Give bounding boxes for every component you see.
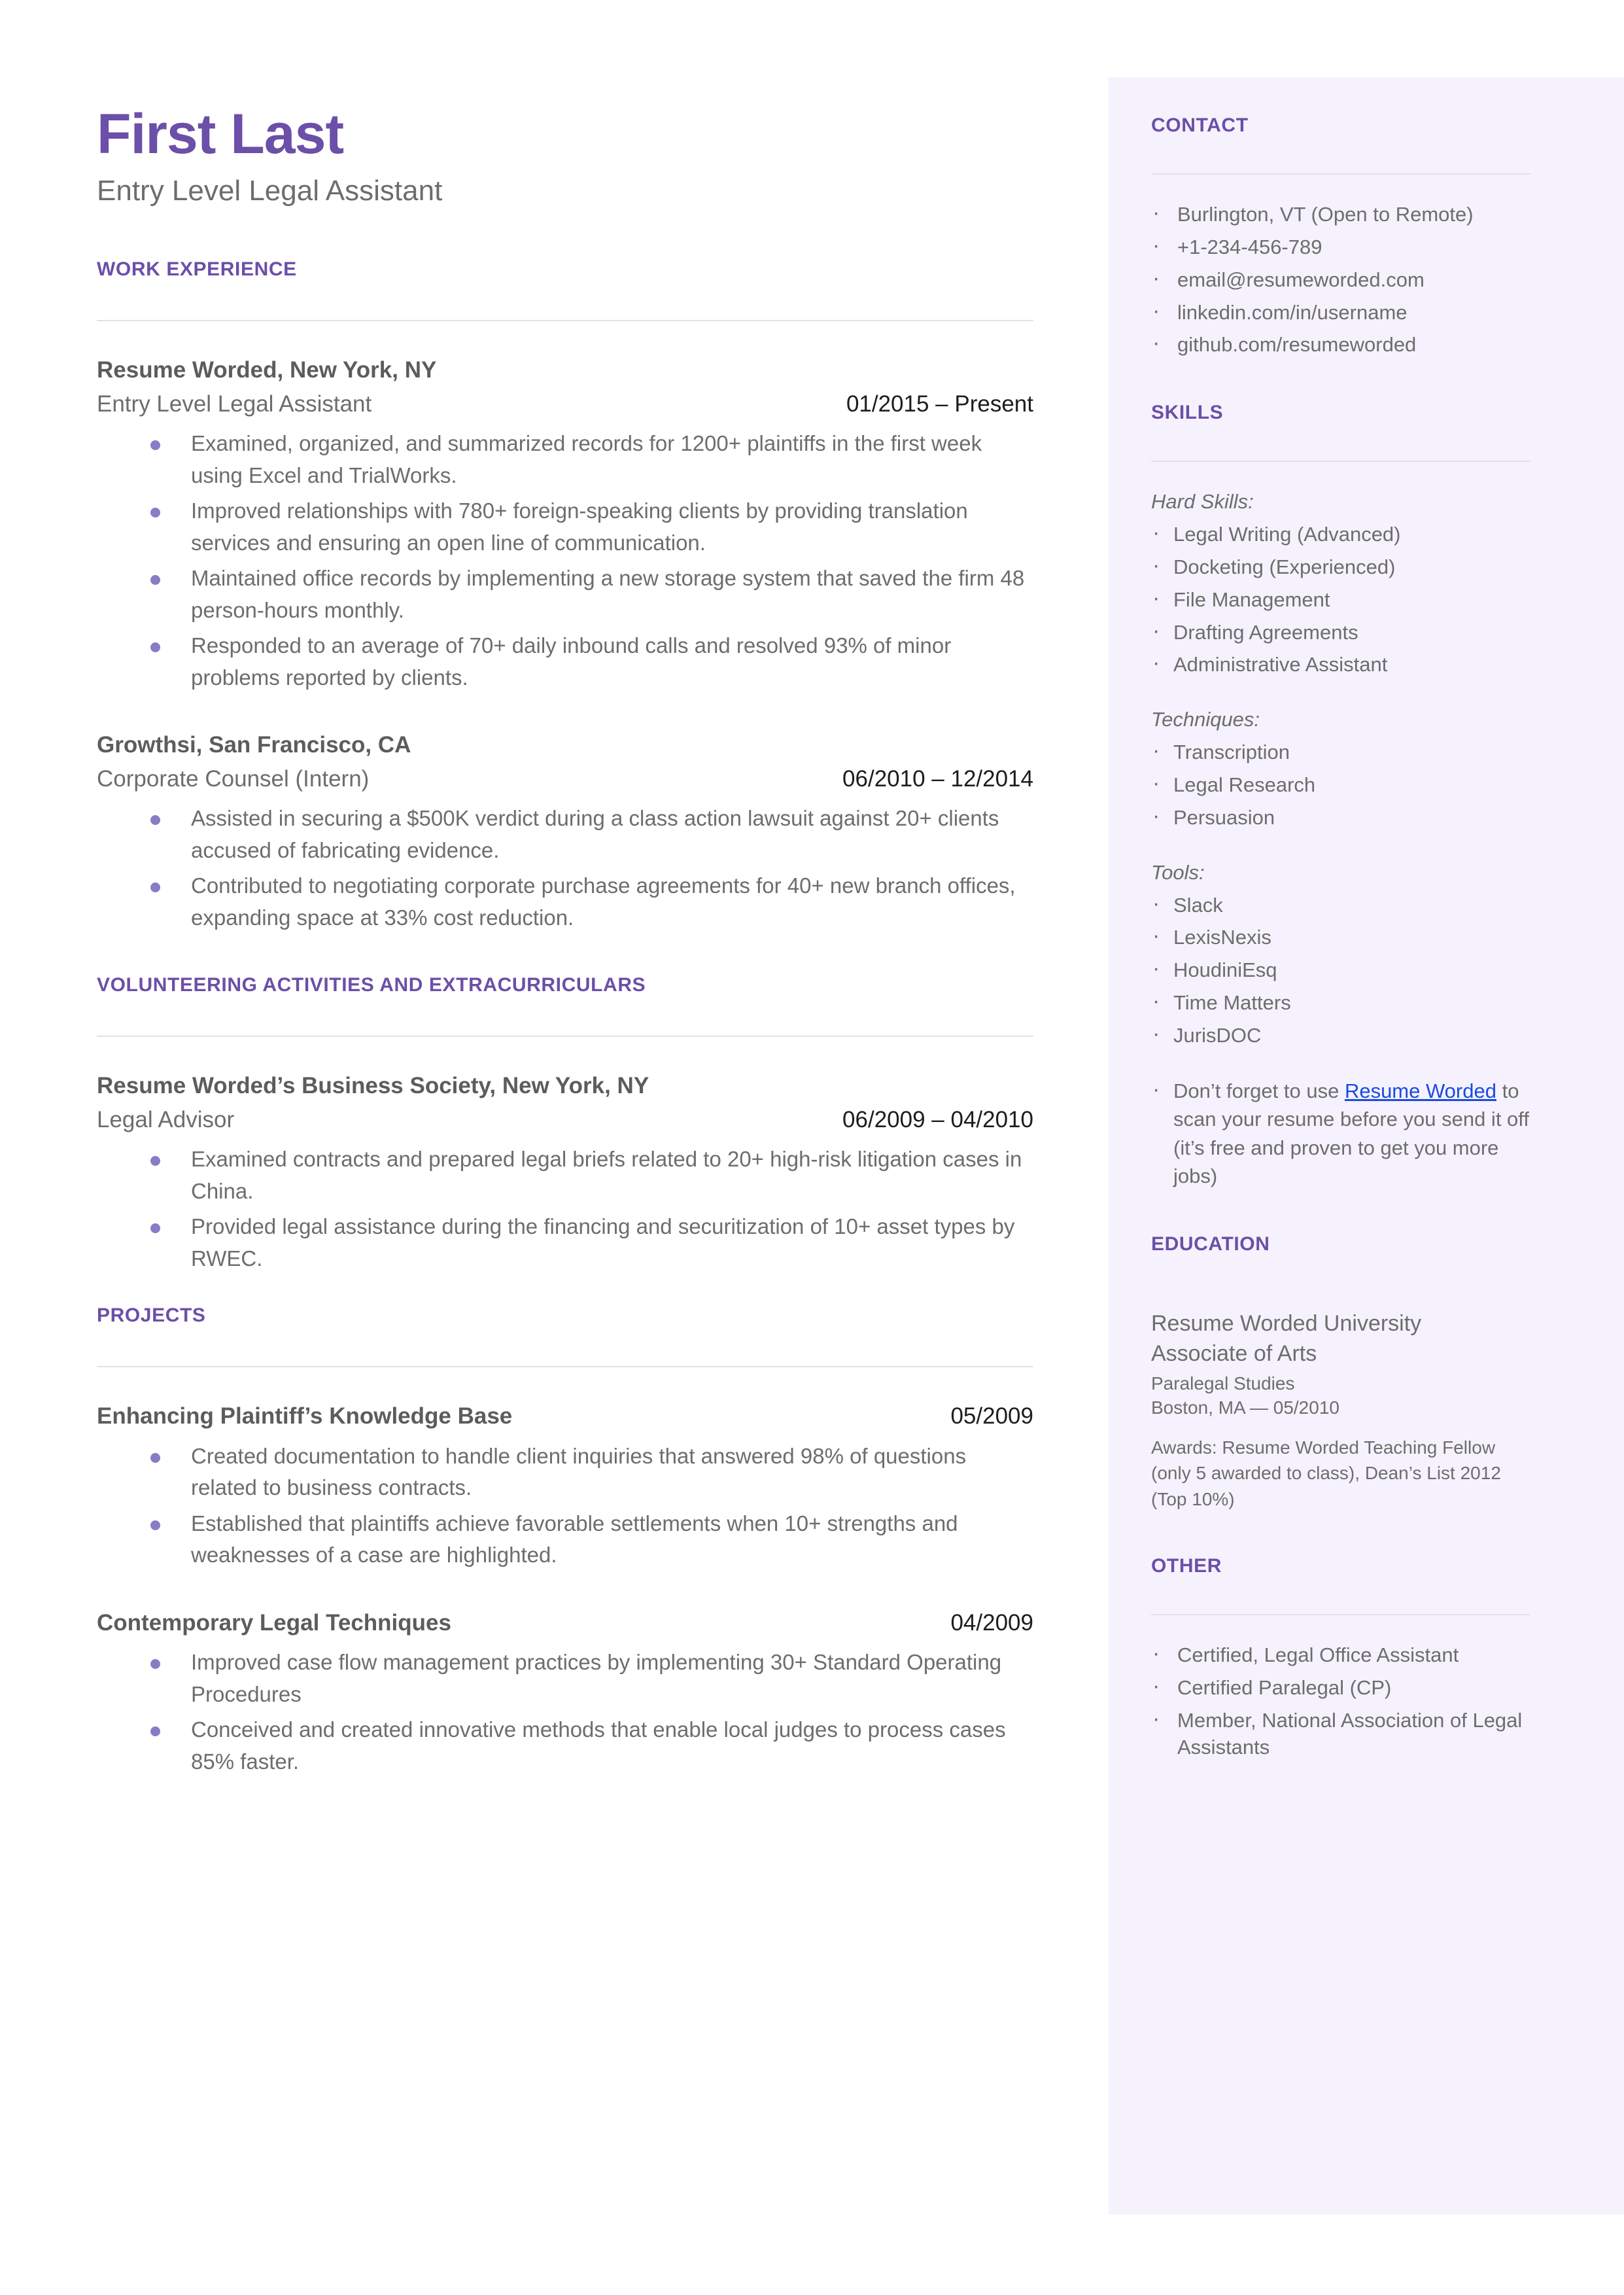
contact-linkedin[interactable]: · linkedin.com/in/username (1151, 299, 1530, 326)
sidebar-title-contact: CONTACT (1151, 114, 1249, 136)
sidebar-divider (1151, 1614, 1530, 1615)
section-divider (97, 1036, 1033, 1037)
list-item: · Legal Writing (Advanced) (1151, 521, 1530, 548)
headline-subtitle: Entry Level Legal Assistant (97, 175, 443, 207)
list-item: Improved relationships with 780+ foreign-speaking clients by providing translation services and ensuring an open line of communication. (150, 495, 1033, 559)
section-title-work: WORK EXPERIENCE (97, 258, 297, 281)
skills-group-label: Techniques: (1151, 708, 1260, 731)
skills-group-list (1151, 739, 1530, 832)
list-item: Provided legal assistance during the financing and securitization of 10+ asset types by RWEC. (150, 1211, 1033, 1274)
list-item: · Persuasion (1151, 804, 1530, 832)
sidebar-section-other (1151, 1555, 1530, 1761)
list-item: · Legal Research (1151, 771, 1530, 799)
contact-github[interactable]: · github.com/resumeworded (1151, 331, 1530, 359)
volunteering-entry-bullets (97, 1144, 1033, 1274)
education-school: Resume Worded University (1151, 1311, 1422, 1337)
section-volunteering (97, 974, 1033, 1274)
section-title-projects: PROJECTS (97, 1305, 206, 1327)
list-item: Responded to an average of 70+ daily inbound calls and resolved 93% of minor problems reported by clients. (150, 630, 1033, 693)
work-entry-header (97, 389, 1033, 419)
list-item: Conceived and created innovative methods that enable local judges to process cases 85% faster. (150, 1714, 1033, 1778)
work-entry (97, 730, 1033, 934)
work-entry-role: Entry Level Legal Assistant (97, 391, 372, 417)
project-entry-name: Enhancing Plaintiff’s Knowledge Base (97, 1403, 513, 1429)
work-entry-role: Corporate Counsel (Intern) (97, 765, 370, 792)
list-item: Contributed to negotiating corporate purchase agreements for 40+ new branch offices, expanding space at 33% cost reduction. (150, 870, 1033, 934)
project-entry (97, 1608, 1033, 1778)
volunteering-entry-role: Legal Advisor (97, 1106, 235, 1132)
section-divider (97, 320, 1033, 321)
skills-group-hard (1151, 488, 1530, 678)
section-divider (97, 1366, 1033, 1367)
contact-list (1151, 201, 1530, 359)
skills-group-list (1151, 892, 1530, 1049)
work-entry-bullets (97, 803, 1033, 934)
sidebar-section-education (1151, 1233, 1530, 1512)
project-entry (97, 1401, 1033, 1571)
volunteering-entry-header (97, 1105, 1033, 1135)
volunteering-entry-date: 06/2009 – 04/2010 (842, 1106, 1033, 1132)
sidebar-section-skills (1151, 402, 1530, 1190)
project-entry-bullets (97, 1647, 1033, 1778)
project-entry-bullets (97, 1441, 1033, 1571)
section-projects (97, 1305, 1033, 1778)
list-item: Examined, organized, and summarized records for 1200+ plaintiffs in the first week using Excel and TrialWorks. (150, 428, 1033, 491)
list-item: · JurisDOC (1151, 1022, 1530, 1049)
work-entry-org: Growthsi, San Francisco, CA (97, 732, 411, 758)
project-entry-name: Contemporary Legal Techniques (97, 1609, 451, 1636)
list-item: Examined contracts and prepared legal briefs related to 20+ high-risk litigation cases in China. (150, 1144, 1033, 1207)
work-entry-bullets (97, 428, 1033, 693)
skills-group-list (1151, 521, 1530, 678)
list-item: · Certified, Legal Office Assistant (1151, 1641, 1530, 1669)
list-item: · Slack (1151, 892, 1530, 919)
work-entry (97, 355, 1033, 693)
list-item: · File Management (1151, 586, 1530, 614)
education-location-date: Boston, MA — 05/2010 (1151, 1397, 1339, 1418)
skills-group-label: Tools: (1151, 860, 1205, 884)
list-item: · Member, National Association of Legal Assistants (1151, 1707, 1530, 1762)
sidebar-divider (1151, 1292, 1530, 1293)
volunteering-entry (97, 1071, 1033, 1274)
list-item: · Drafting Agreements (1151, 619, 1530, 646)
volunteering-entry-org: Resume Worded’s Business Society, New York, NY (97, 1073, 649, 1099)
list-item: · HoudiniEsq (1151, 956, 1530, 984)
main-column (97, 105, 1033, 1781)
list-item: · Transcription (1151, 739, 1530, 766)
list-item: Improved case flow management practices by implementing 30+ Standard Operating Procedures (150, 1647, 1033, 1710)
project-entry-header (97, 1608, 1033, 1638)
project-entry-date: 05/2009 (950, 1403, 1033, 1429)
sidebar-title-education: EDUCATION (1151, 1233, 1270, 1255)
list-item: · Certified Paralegal (CP) (1151, 1674, 1530, 1702)
sidebar-title-skills: SKILLS (1151, 402, 1224, 424)
resume-worded-link[interactable]: Resume Worded (1344, 1079, 1496, 1102)
list-item: · Administrative Assistant (1151, 651, 1530, 678)
skills-group-techniques (1151, 706, 1530, 831)
list-item: · Time Matters (1151, 989, 1530, 1017)
sidebar-column (1151, 114, 1530, 1804)
education-awards: Awards: Resume Worded Teaching Fellow (only 5 awarded to class), Dean’s List 2012 (Top 10%) (1151, 1437, 1501, 1509)
skills-group-label: Hard Skills: (1151, 490, 1254, 514)
project-entry-header (97, 1401, 1033, 1431)
work-entry-date: 01/2015 – Present (846, 391, 1033, 417)
list-item: Maintained office records by implementing a new storage system that saved the firm 48 person-hours monthly. (150, 563, 1033, 626)
other-list (1151, 1641, 1530, 1761)
sidebar-divider (1151, 173, 1530, 175)
list-item: · Docketing (Experienced) (1151, 553, 1530, 581)
list-item: · LexisNexis (1151, 924, 1530, 951)
project-entry-date: 04/2009 (950, 1609, 1033, 1636)
contact-email[interactable]: · email@resumeworded.com (1151, 266, 1530, 294)
promo-note (1151, 1077, 1530, 1191)
sidebar-title-other: OTHER (1151, 1554, 1222, 1577)
skills-group-tools (1151, 859, 1530, 1049)
section-title-volunteering: VOLUNTEERING ACTIVITIES AND EXTRACURRICULARS (97, 974, 646, 996)
sidebar-divider (1151, 461, 1530, 462)
education-field: Paralegal Studies (1151, 1373, 1295, 1393)
list-item: Created documentation to handle client inquiries that answered 98% of questions related to business contracts. (150, 1441, 1033, 1504)
promo-text-after: to scan your resume before you send it off (it’s free and proven to get you more jobs) (1173, 1079, 1529, 1187)
work-entry-org: Resume Worded, New York, NY (97, 357, 437, 383)
list-item: Established that plaintiffs achieve favorable settlements when 10+ strengths and weaknesses of a case are highlighted. (150, 1508, 1033, 1571)
education-degree: Associate of Arts (1151, 1341, 1317, 1367)
work-entry-date: 06/2010 – 12/2014 (842, 765, 1033, 792)
list-item: Assisted in securing a $500K verdict during a class action lawsuit against 20+ clients accused of fabricating evidence. (150, 803, 1033, 866)
contact-location: · Burlington, VT (Open to Remote) (1151, 201, 1530, 228)
work-entry-header (97, 764, 1033, 794)
promo-text-before: Don’t forget to use (1173, 1079, 1345, 1102)
section-work-experience (97, 258, 1033, 934)
sidebar-section-contact (1151, 114, 1530, 359)
page-title: First Last (97, 103, 344, 166)
contact-phone: · +1-234-456-789 (1151, 234, 1530, 261)
